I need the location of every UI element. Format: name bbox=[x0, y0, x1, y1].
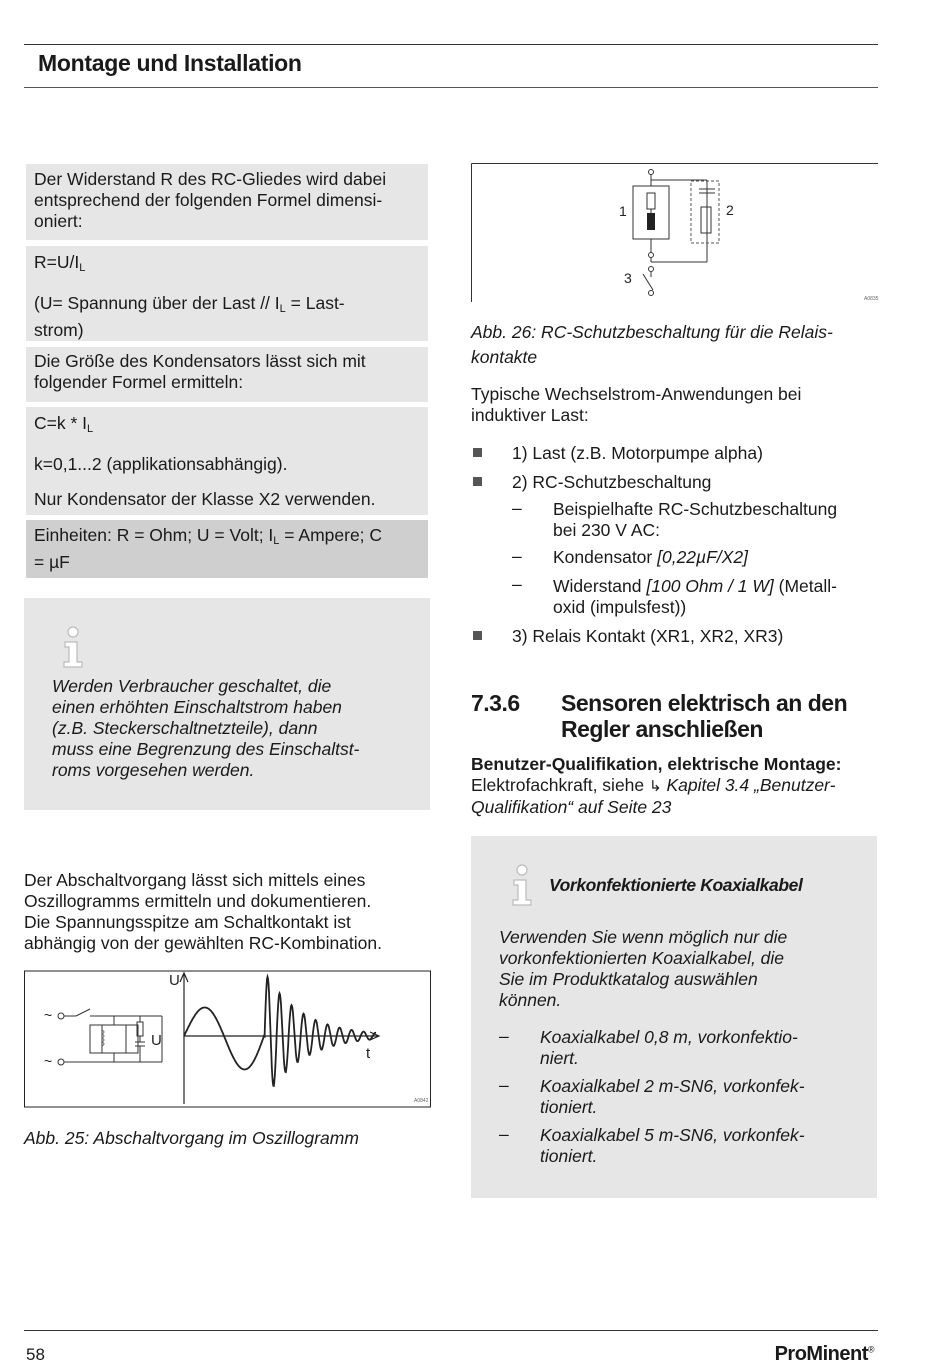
qualification-line-2 bbox=[471, 797, 841, 818]
bullet-relay: 3) Relais Kontakt (XR1, XR2, XR3) bbox=[512, 626, 784, 646]
resistor-line-2: oxid (impulsfest)) bbox=[553, 597, 687, 617]
applications-intro-line-2: induktiver Last: bbox=[471, 405, 589, 425]
capacitor-intro-line-2: folgender Formel ermitteln: bbox=[34, 372, 244, 392]
qualification-block bbox=[471, 754, 841, 818]
capacitor-formula-text: C=k * I bbox=[34, 413, 88, 433]
sub-item-example bbox=[553, 499, 837, 541]
capacitor-formula-box bbox=[26, 407, 428, 515]
capacitor-class-note: Nur Kondensator der Klasse X2 verwenden. bbox=[34, 489, 376, 509]
link-arrow-icon: ↳ bbox=[649, 778, 662, 795]
switch-off-paragraph bbox=[24, 870, 382, 954]
formula-note-part-b: = Last- bbox=[285, 293, 345, 313]
qualification-link-cont[interactable]: Qualifikation“ auf Seite 23 bbox=[471, 797, 672, 817]
capacitor-label: Kondensator bbox=[553, 547, 658, 567]
brand-name: ProMinent bbox=[774, 1343, 868, 1365]
coax-item-3-line-2: tioniert. bbox=[540, 1146, 598, 1166]
coax-item-2-line-2: tioniert. bbox=[540, 1097, 598, 1117]
qualification-link[interactable]: Kapitel 3.4 „Benutzer- bbox=[666, 775, 836, 795]
resistor-intro-line-1: Der Widerstand R des RC-Gliedes wird dabei bbox=[34, 169, 387, 189]
qualification-text: Elektrofachkraft, siehe bbox=[471, 775, 649, 795]
inrush-note-box bbox=[24, 598, 430, 810]
capacitor-formula-sub: L bbox=[87, 423, 94, 435]
switch-off-line-2: Oszillogramms ermitteln und dokumentieren. bbox=[24, 891, 372, 911]
voltage-label: U bbox=[151, 1032, 162, 1049]
switch-off-line-3: Die Spannungsspitze am Schaltkontakt ist bbox=[24, 912, 351, 932]
sub-item-resistor bbox=[553, 576, 837, 618]
bullet-rc: 2) RC-Schutzbeschaltung bbox=[512, 472, 712, 492]
footer-rule bbox=[24, 1330, 878, 1331]
coax-item-3 bbox=[540, 1125, 805, 1167]
resistor-type: (Metall- bbox=[773, 576, 837, 596]
coax-note-line-2: vorkonfektionierten Koaxialkabel, die bbox=[499, 948, 785, 968]
bullet-marker bbox=[473, 448, 482, 457]
coax-item-1 bbox=[540, 1027, 798, 1069]
resistor-formula bbox=[34, 252, 420, 279]
u-axis-label: U bbox=[169, 972, 180, 989]
header-top-rule bbox=[24, 44, 878, 45]
switch-off-line-1: Der Abschaltvorgang lässt sich mittels eines bbox=[24, 870, 366, 890]
sub-item-example-line-2: bei 230 V AC: bbox=[553, 520, 661, 540]
dash-marker: – bbox=[512, 498, 522, 518]
info-icon bbox=[60, 626, 86, 668]
capacitor-value: [0,22µF/X2] bbox=[657, 547, 748, 567]
oscillogram-figure bbox=[24, 970, 431, 1108]
header-bottom-rule bbox=[24, 87, 878, 88]
sub-item-example-line-1: Beispielhafte RC-Schutzbeschaltung bbox=[553, 499, 838, 519]
coax-item-3-line-1: Koaxialkabel 5 m-SN6, vorkonfek- bbox=[540, 1125, 805, 1145]
figure-25-caption: Abb. 25: Abschaltvorgang im Oszillogramm bbox=[24, 1128, 359, 1148]
coax-note-line-3: Sie im Produktkatalog auswählen bbox=[499, 969, 758, 989]
switch-off-line-4: abhängig von der gewählten RC-Kombination. bbox=[24, 933, 383, 953]
coax-note-text bbox=[499, 927, 787, 1011]
inrush-note-line-2: einen erhöhten Einschaltstrom haben bbox=[52, 697, 342, 717]
qualification-label: Benutzer-Qualifikation, elektrische Montage: bbox=[471, 754, 842, 774]
bullet-marker bbox=[473, 477, 482, 486]
capacitor-formula bbox=[34, 413, 420, 440]
rc-circuit-figure bbox=[471, 163, 879, 303]
resistor-formula-note bbox=[34, 293, 420, 320]
label-load: 1 bbox=[619, 203, 627, 219]
info-icon bbox=[509, 864, 535, 906]
units-box bbox=[26, 520, 428, 578]
page-header-title: Montage und Installation bbox=[38, 50, 302, 76]
resistor-formula-sub: L bbox=[79, 262, 86, 274]
units-sub: L bbox=[273, 535, 280, 547]
formula-note-part-a: (U= Spannung über der Last // I bbox=[34, 293, 280, 313]
section-number: 7.3.6 bbox=[471, 690, 520, 716]
inrush-note-line-5: roms vorgesehen werden. bbox=[52, 760, 255, 780]
coax-item-1-line-2: niert. bbox=[540, 1048, 579, 1068]
figure-26-caption bbox=[471, 320, 833, 370]
section-title bbox=[561, 690, 847, 742]
coax-note-box bbox=[471, 836, 877, 1198]
tilde-label-1: ~ bbox=[44, 1007, 53, 1023]
coax-note-title: Vorkonfektionierte Koaxialkabel bbox=[549, 875, 803, 895]
resistor-intro-line-3: oniert: bbox=[34, 211, 83, 231]
inrush-note-line-3: (z.B. Steckerschaltnetzteile), dann bbox=[52, 718, 318, 738]
t-axis-label: t bbox=[366, 1045, 371, 1062]
dash-marker: – bbox=[512, 546, 522, 566]
page-number: 58 bbox=[26, 1345, 45, 1364]
resistor-intro-line-2: entsprechend der folgenden Formel dimensi- bbox=[34, 190, 383, 210]
coil-symbol bbox=[647, 213, 655, 230]
label-relay: 3 bbox=[624, 270, 632, 286]
applications-intro bbox=[471, 384, 801, 426]
section-title-line-2: Regler anschließen bbox=[561, 716, 763, 742]
figure-26-caption-line-1: Abb. 26: RC-Schutzbeschaltung für die Relais- bbox=[471, 322, 833, 342]
units-part-a: Einheiten: R = Ohm; U = Volt; I bbox=[34, 525, 274, 545]
units-line-1 bbox=[34, 525, 420, 552]
section-title-line-1: Sensoren elektrisch an den bbox=[561, 690, 848, 716]
resistor-formula-text: R=U/I bbox=[34, 252, 80, 272]
applications-intro-line-1: Typische Wechselstrom-Anwendungen bei bbox=[471, 384, 802, 404]
inrush-note-line-1: Werden Verbraucher geschaltet, die bbox=[52, 676, 332, 696]
resistor-intro-box bbox=[26, 164, 428, 240]
dash-marker: – bbox=[499, 1026, 509, 1046]
k-range: k=0,1...2 (applikationsabhängig). bbox=[34, 454, 288, 474]
label-rc: 2 bbox=[726, 202, 734, 218]
coax-item-2-line-1: Koaxialkabel 2 m-SN6, vorkonfek- bbox=[540, 1076, 805, 1096]
bullet-marker bbox=[473, 631, 482, 640]
inrush-note-text bbox=[52, 676, 359, 781]
resistor-value: [100 Ohm / 1 W] bbox=[646, 576, 774, 596]
resistor-formula-box bbox=[26, 246, 428, 341]
coax-note-line-4: können. bbox=[499, 990, 562, 1010]
coax-note-line-1: Verwenden Sie wenn möglich nur die bbox=[499, 927, 788, 947]
coax-item-1-line-1: Koaxialkabel 0,8 m, vorkonfektio- bbox=[540, 1027, 798, 1047]
units-line-2: = µF bbox=[34, 552, 70, 572]
bullet-load: 1) Last (z.B. Motorpumpe alpha) bbox=[512, 443, 763, 463]
resistor-label: Widerstand bbox=[553, 576, 647, 596]
sub-item-capacitor bbox=[553, 547, 748, 568]
dash-marker: – bbox=[499, 1075, 509, 1095]
figure-26-caption-line-2: kontakte bbox=[471, 347, 538, 367]
units-part-b: = Ampere; C bbox=[279, 525, 383, 545]
brand-logo bbox=[775, 1343, 874, 1366]
inrush-note-line-4: muss eine Begrenzung des Einschaltst- bbox=[52, 739, 360, 759]
figure-code: A0842 bbox=[414, 1098, 429, 1104]
capacitor-intro-line-1: Die Größe des Kondensators lässt sich mit bbox=[34, 351, 366, 371]
resistor-formula-note-cont: strom) bbox=[34, 320, 84, 340]
brand-mark: ® bbox=[867, 1344, 874, 1355]
tilde-label-2: ~ bbox=[44, 1053, 53, 1069]
resistor-line-1 bbox=[553, 576, 837, 597]
qualification-line-1 bbox=[471, 775, 841, 797]
figure-26-code: A0835 bbox=[864, 296, 879, 302]
dash-marker: – bbox=[512, 574, 522, 594]
formula-note-sub: L bbox=[279, 303, 286, 315]
coax-item-2 bbox=[540, 1076, 805, 1118]
dash-marker: – bbox=[499, 1124, 509, 1144]
capacitor-intro-box bbox=[26, 347, 428, 402]
